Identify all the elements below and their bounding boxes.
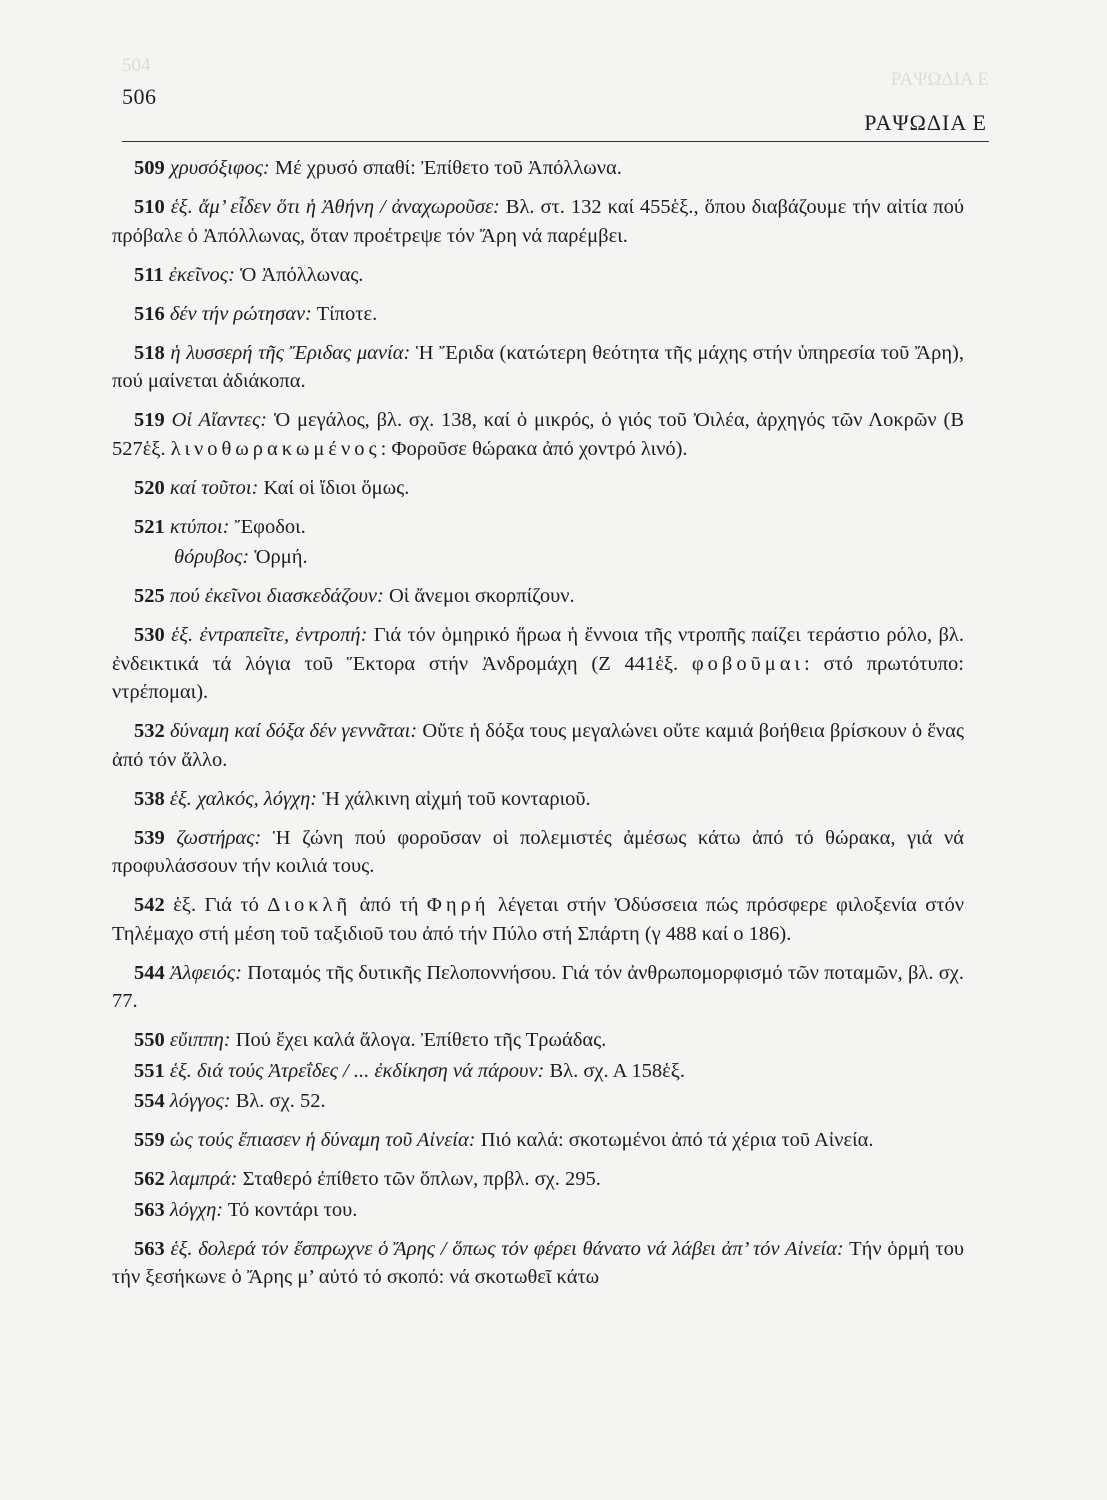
commentary-notes: [112, 154, 964, 1302]
note-554: 554 λόγγος: Βλ. σχ. 52.: [134, 1090, 326, 1112]
ghost-running-head: ΡΑΨΩΔΙΑ Ε: [890, 69, 989, 90]
note-521: 521 κτύποι: Ἔφοδοι.: [134, 515, 306, 538]
running-head: ΡΑΨΩΔΙΑ Ε: [864, 110, 987, 135]
note-550: 550 εὔιππη: Πού ἔχει καλά ἄλογα. Ἐπίθετο τῆς Τρωάδας.: [134, 1029, 607, 1051]
note-563-dolera: 563 ἑξ. δολερά τόν ἔσπρωχνε ὁ Ἄρης / ὅπως τόν φέρει θάνατο νά λάβει ἀπ’ τόν Αἰνεία: Τήν ὁρμή του τήν ξεσήκωνε ὁ Ἄρης μ’ αὐτό τό σκοπό: νά σκοτωθεῖ κάτω: [112, 1237, 964, 1288]
ghost-page-number: 504: [122, 55, 151, 76]
note-532: 532 δύναμη καί δόξα δέν γεννᾶται: Οὔτε ἡ δόξα τους μεγαλώνει οὔτε καμιά βοήθεια βρίσκουν ὁ ἕνας ἀπό τόν ἄλλο.: [112, 720, 965, 771]
note-559: 559 ὡς τούς ἔπιασεν ἡ δύναμη τοῦ Αἰνεία: Πιό καλά: σκοτωμένοι ἀπό τά χέρια τοῦ Αἰνεία.: [134, 1129, 874, 1151]
note-516: 516 δέν τήν ρώτησαν: Τίποτε.: [134, 302, 378, 325]
note-539: 539 ζωστήρας: Ἡ ζώνη πού φοροῦσαν οἱ πολεμιστές ἀμέσως κάτω ἀπό τό θώρακα, γιά νά προφυλάσσουν τήν κοιλιά τους.: [112, 826, 964, 877]
note-525: 525 πού ἐκεῖνοι διασκεδάζουν: Οἱ ἄνεμοι σκορπίζουν.: [134, 585, 575, 607]
note-518: 518 ἡ λυσσερή τῆς Ἔριδας μανία: Ἡ Ἔριδα (κατώτερη θεότητα τῆς μάχης στήν ὑπηρεσία τοῦ Ἄρη), πού μαίνεται ἀδιάκοπα.: [112, 341, 964, 392]
note-530: 530 ἑξ. ἐντραπεῖτε, ἐντροπή: Γιά τόν ὁμηρικό ἥρωα ἡ ἔννοια τῆς ντροπῆς παίζει τεράστιο ρόλο, βλ. ἐνδεικτικά τά λόγια τοῦ Ἕκτορα στήν Ἀνδρομάχη (Ζ 441ἑξ. φοβοῦμαι: στό πρωτότυπο: ντρέπομαι).: [112, 624, 965, 703]
note-551: 551 ἑξ. διά τούς Ἀτρεΐδες / ... ἐκδίκηση νά πάρουν: Βλ. σχ. Α 158ἑξ.: [134, 1059, 686, 1082]
note-520: 520 καί τοῦτοι: Καί οἱ ἴδιοι ὅμως.: [134, 476, 410, 499]
note-563-lonche: 563 λόγχη: Τό κοντάρι του.: [134, 1198, 358, 1221]
note-544: 544 Ἀλφειός: Ποταμός τῆς δυτικῆς Πελοποννήσου. Γιά τόν ἀνθρωπομορφισμό τῶν ποταμῶν, βλ. σχ. 77.: [112, 961, 965, 1012]
note-519: 519 Οἱ Αἴαντες: Ὁ μεγάλος, βλ. σχ. 138, καί ὁ μικρός, ὁ γιός τοῦ Ὀιλέα, ἀρχηγός τῶν Λοκρῶν (Β 527ἑξ. λινοθωρακωμένος: Φοροῦσε θώρακα ἀπό χοντρό λινό).: [112, 409, 964, 460]
note-511: 511 ἐκεῖνος: Ὁ Ἀπόλλωνας.: [134, 263, 364, 286]
note-521-thorybos: θόρυβος: Ὁρμή.: [174, 546, 308, 568]
note-510: 510 ἑξ. ἄμ’ εἶδεν ὅτι ἡ Ἀθήνη / ἀναχωροῦσε: Βλ. στ. 132 καί 455ἑξ., ὅπου διαβάζουμε τήν αἰτία πού πρόβαλε ὁ Ἀπόλλωνας, ὅταν προέτρεψε τόν Ἄρη νά παρέμβει.: [112, 196, 964, 247]
note-562: 562 λαμπρά: Σταθερό ἐπίθετο τῶν ὅπλων, πρβλ. σχ. 295.: [134, 1168, 601, 1190]
note-538: 538 ἑξ. χαλκός, λόγχη: Ἡ χάλκινη αἰχμή τοῦ κονταριοῦ.: [134, 787, 591, 810]
page-number: 506: [122, 84, 157, 109]
note-509: 509 χρυσόξιφος: Μέ χρυσό σπαθί: Ἐπίθετο τοῦ Ἀπόλλωνα.: [134, 157, 622, 179]
header-rule: [122, 141, 989, 142]
note-542: 542 ἑξ. Γιά τό Διοκλῆ ἀπό τή Φηρή λέγεται στήν Ὀδύσσεια πώς πρόσφερε φιλοξενία στόν Τηλέμαχο στή μέση τοῦ ταξιδιοῦ του ἀπό τήν Πύλο στή Σπάρτη (γ 488 καί ο 186).: [112, 894, 964, 945]
